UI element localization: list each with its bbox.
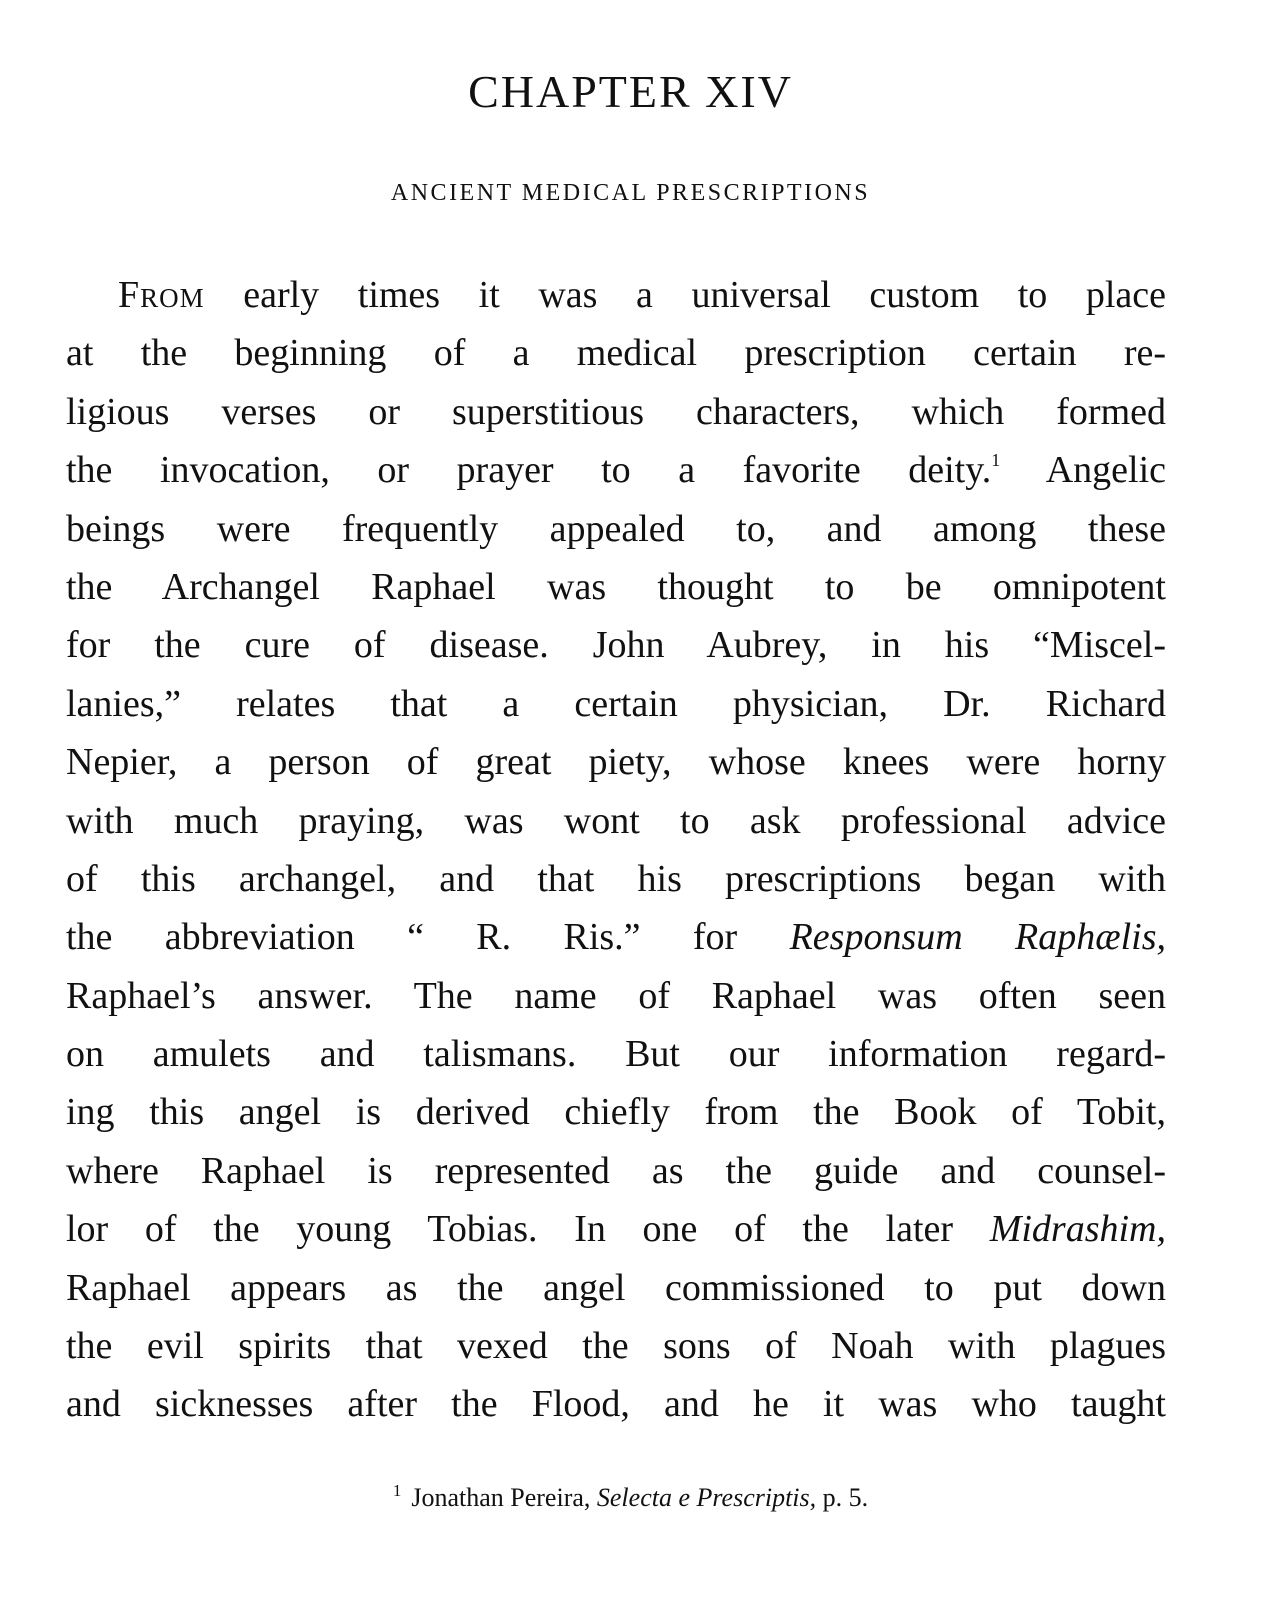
body-paragraph (66, 266, 1166, 1434)
text-line: on amulets and talismans. But our information regard- (66, 1033, 1166, 1076)
text-line: of this archangel, and that his prescriptions began with (66, 857, 1166, 900)
text-line: Raphael appears as the angel commissioned to put down (66, 1266, 1166, 1309)
footnote-work: Selecta e Prescriptis, (596, 1483, 817, 1512)
text-line: with much praying, was wont to ask professional advice (66, 799, 1166, 842)
text-line: at the beginning of a medical prescription certain re- (66, 332, 1166, 375)
text-line (66, 441, 1166, 499)
text-line (66, 266, 1166, 324)
text-segment: Angelic (1000, 449, 1166, 492)
text-line: ing this angel is derived chiefly from the Book of Tobit, (66, 1091, 1166, 1134)
text-line: for the cure of disease. John Aubrey, in his “Miscel- (66, 624, 1166, 667)
footnote-page: p. 5. (822, 1483, 869, 1512)
drop-word: From (118, 274, 205, 316)
text-line: the evil spirits that vexed the sons of Noah with plagues (66, 1325, 1166, 1368)
text-segment: the invocation, or prayer to a favorite deity. (66, 449, 992, 492)
footnote (0, 1480, 1261, 1516)
italic-term: Responsum Raphælis, (789, 916, 1166, 959)
text-line: ligious verses or superstitious characters, which formed (66, 390, 1166, 433)
text-segment: early times it was a universal custom to place (204, 274, 1166, 316)
chapter-subtitle: ANCIENT MEDICAL PRESCRIPTIONS (390, 180, 871, 206)
text-line: beings were frequently appealed to, and among these (66, 507, 1166, 550)
text-line: where Raphael is represented as the guide and counsel- (66, 1149, 1166, 1192)
text-line (66, 1200, 1166, 1258)
text-segment: lor of the young Tobias. In one of the later (66, 1208, 990, 1251)
text-line: Nepier, a person of great piety, whose knees were horny (66, 741, 1166, 784)
text-segment: the abbreviation “ R. Ris.” for (66, 916, 790, 959)
footnote-reference: 1 (991, 450, 1001, 471)
text-line: Raphael’s answer. The name of Raphael was often seen (66, 974, 1166, 1017)
text-line (66, 908, 1166, 966)
italic-term: Midrashim, (989, 1208, 1166, 1251)
text-line: and sicknesses after the Flood, and he it was who taught (66, 1383, 1166, 1426)
footnote-author: Jonathan Pereira, (411, 1483, 591, 1512)
text-line: the Archangel Raphael was thought to be omnipotent (66, 565, 1166, 608)
footnote-marker: 1 (392, 1481, 402, 1500)
text-line: lanies,” relates that a certain physician, Dr. Richard (66, 682, 1166, 725)
chapter-title: CHAPTER XIV (468, 66, 793, 117)
